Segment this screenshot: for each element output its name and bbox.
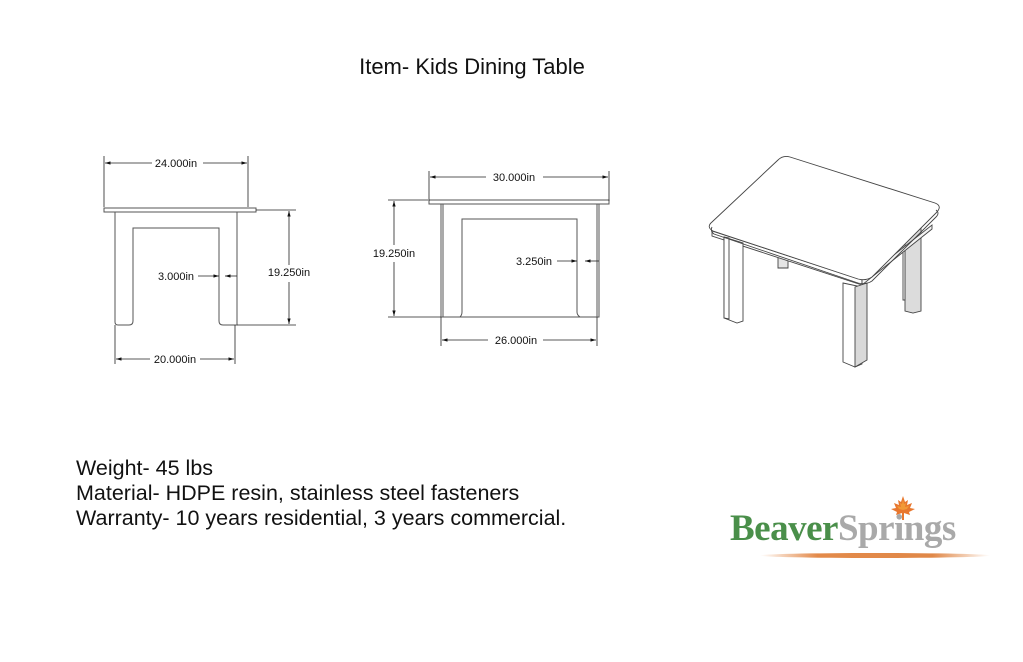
front-height-label: 19.250in — [372, 248, 416, 260]
spec-weight: Weight- 45 lbs — [76, 456, 214, 480]
specs-block — [76, 456, 566, 531]
side-height-label: 19.250in — [267, 267, 311, 279]
spec-material: Material- HDPE resin, stainless steel fasteners — [76, 481, 520, 505]
front-base-width-label: 26.000in — [494, 335, 538, 347]
page-title: Item- Kids Dining Table — [359, 54, 585, 79]
logo-part-beaver: Beaver — [730, 508, 838, 549]
side-top-width-label: 24.000in — [154, 158, 198, 170]
beaver-springs-logo — [730, 495, 995, 565]
front-top-width-label: 30.000in — [492, 172, 536, 184]
spec-warranty: Warranty- 10 years residential, 3 years commercial. — [76, 506, 567, 530]
isometric-table — [709, 156, 939, 367]
front-dimensions — [388, 171, 609, 346]
side-base-width-label: 20.000in — [153, 354, 197, 366]
logo-wordmark — [730, 507, 956, 550]
logo-part-springs: Springs — [837, 508, 956, 549]
logo-swoosh — [760, 553, 990, 558]
side-elevation — [104, 208, 256, 325]
front-leg-width-label: 3.250in — [515, 256, 553, 268]
side-leg-width-label: 3.000in — [157, 271, 195, 283]
